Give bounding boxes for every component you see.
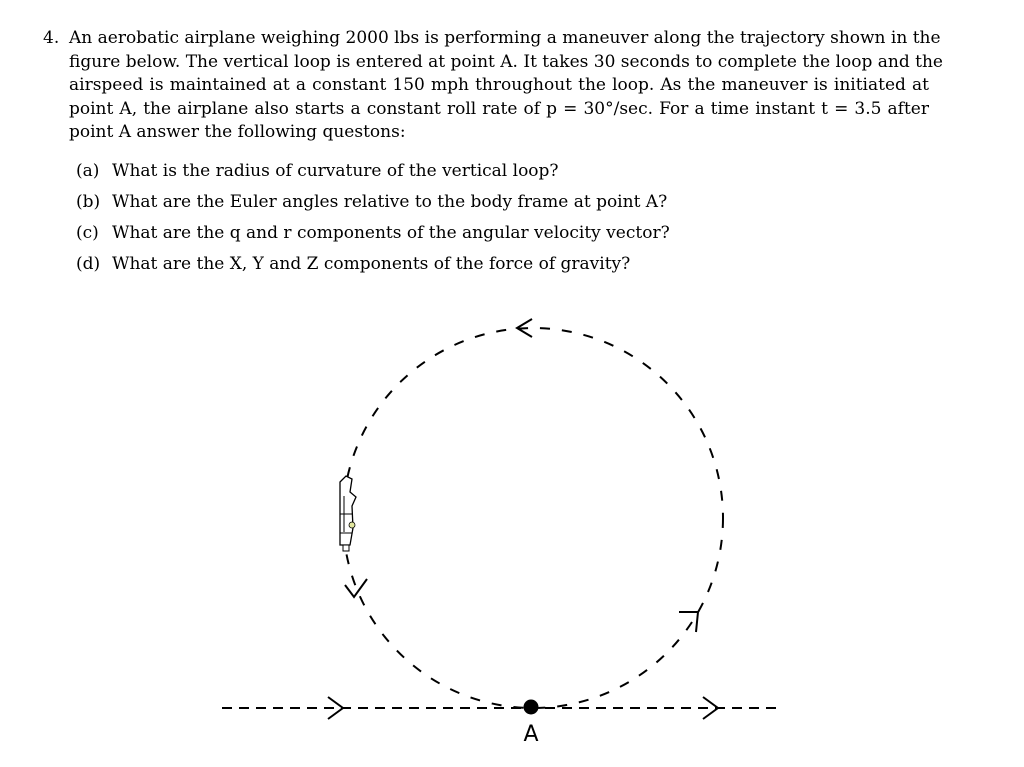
question-c-label: (c): [76, 223, 99, 243]
question-a-label: (a): [76, 161, 100, 181]
point-a-marker: [524, 700, 539, 715]
question-d-text: What are the X, Y and Z components of the force of gravity?: [112, 254, 631, 274]
question-a-text: What is the radius of curvature of the vertical loop?: [112, 161, 559, 181]
problem-line-4: point A, the airplane also starts a constant roll rate of p = 30°/sec. For a time instant t = 3.5 after: [69, 98, 929, 119]
arrow-up-right-icon: [679, 612, 698, 632]
problem-line-1: An aerobatic airplane weighing 2000 lbs is performing a maneuver along the trajectory shown in the: [69, 28, 941, 48]
problem-line-2: figure below. The vertical loop is entered at point A. It takes 30 seconds to complete the loop and the: [69, 51, 943, 72]
arrow-down-left-icon: [345, 579, 367, 597]
question-c-text: What are the q and r components of the angular velocity vector?: [112, 223, 670, 243]
problem-line-3: airspeed is maintained at a constant 150 mph throughout the loop. As the maneuver is initiated at: [69, 75, 929, 95]
question-b-text: What are the Euler angles relative to the body frame at point A?: [112, 192, 668, 212]
question-b-label: (b): [76, 192, 101, 212]
vertical-loop: [343, 328, 723, 708]
point-a-label: A: [523, 722, 539, 747]
problem-line-5: point A answer the following questons:: [69, 122, 406, 142]
problem-number: 4.: [43, 28, 60, 48]
airplane-icon: [340, 476, 356, 551]
question-d-label: (d): [76, 254, 101, 274]
